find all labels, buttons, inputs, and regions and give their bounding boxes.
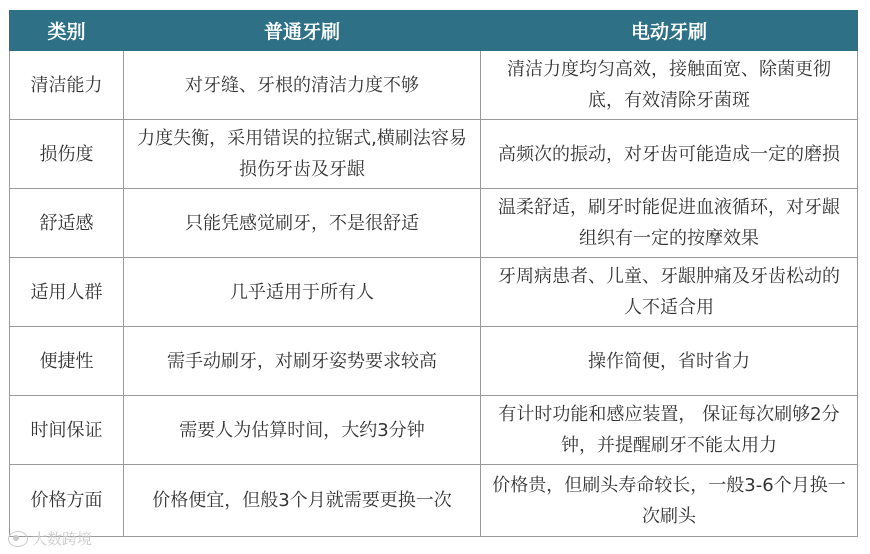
header-electric-toothbrush: 电动牙刷 [481, 11, 858, 51]
electric-cell: 有计时功能和感应装置， 保证每次刷够2分钟，并提醒刷牙不能太用力 [481, 396, 858, 465]
row-category: 时间保证 [10, 396, 124, 465]
manual-cell: 只能凭感觉刷牙，不是很舒适 [124, 189, 481, 258]
electric-cell: 操作简便，省时省力 [481, 327, 858, 396]
manual-cell: 几乎适用于所有人 [124, 258, 481, 327]
header-row [10, 11, 858, 51]
table-row [10, 258, 858, 327]
manual-cell: 价格便宜，但般3个月就需要更换一次 [124, 465, 481, 537]
manual-cell: 力度失衡，采用错误的拉锯式,横刷法容易损伤牙齿及牙龈 [124, 120, 481, 189]
table-row [10, 51, 858, 120]
row-category: 清洁能力 [10, 51, 124, 120]
table-row [10, 327, 858, 396]
watermark [8, 528, 92, 549]
watermark-logo-icon [8, 531, 28, 547]
manual-cell: 需要人为估算时间，大约3分钟 [124, 396, 481, 465]
electric-cell: 温柔舒适，刷牙时能促进血液循环，对牙龈组织有一定的按摩效果 [481, 189, 858, 258]
table-row [10, 396, 858, 465]
row-category: 舒适感 [10, 189, 124, 258]
electric-cell: 高频次的振动，对牙齿可能造成一定的磨损 [481, 120, 858, 189]
header-category: 类别 [10, 11, 124, 51]
row-category: 损伤度 [10, 120, 124, 189]
manual-cell: 对牙缝、牙根的清洁力度不够 [124, 51, 481, 120]
row-category: 价格方面 [10, 465, 124, 537]
header-manual-toothbrush: 普通牙刷 [124, 11, 481, 51]
electric-cell: 价格贵，但刷头寿命较长，一般3-6个月换一次刷头 [481, 465, 858, 537]
watermark-text: 大数跨境 [32, 530, 93, 548]
table-row [10, 120, 858, 189]
manual-cell: 需手动刷牙，对刷牙姿势要求较高 [124, 327, 481, 396]
table-row [10, 189, 858, 258]
row-category: 便捷性 [10, 327, 124, 396]
row-category: 适用人群 [10, 258, 124, 327]
electric-cell: 牙周病患者、儿童、牙龈肿痛及牙齿松动的人不适合用 [481, 258, 858, 327]
comparison-table [9, 10, 858, 537]
electric-cell: 清洁力度均匀高效，接触面宽、除菌更彻底，有效清除牙菌斑 [481, 51, 858, 120]
table-row [10, 465, 858, 537]
